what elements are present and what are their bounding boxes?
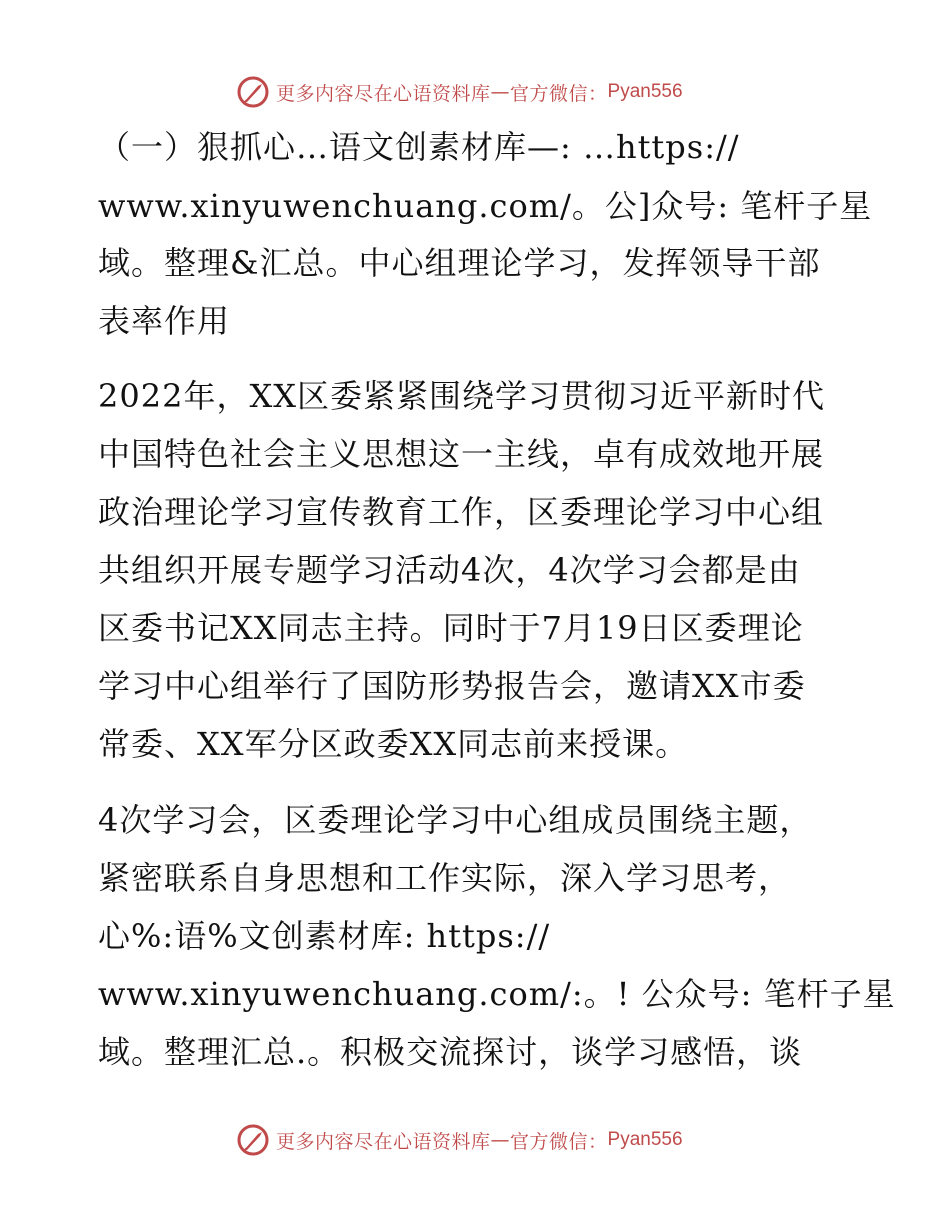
body-line-4: 表率作用 — [98, 302, 231, 340]
quill-pen-logo-icon — [236, 75, 270, 109]
body-line-1: （一）狠抓心…语文创素材库—: …https:// — [98, 128, 740, 166]
footer-banner-wechat-id: Pyan556 — [607, 1129, 683, 1150]
body-line-10: 学习中心组举行了国防形势报告会，邀请XX市委 — [98, 667, 806, 705]
body-line-6: 中国特色社会主义思想这一主线，卓有成效地开展 — [98, 435, 825, 473]
body-line-3: 域。整理&汇总。中心组理论学习，发挥领导干部 — [98, 244, 821, 282]
header-banner-label: 官方微信： — [510, 82, 608, 105]
footer-banner — [0, 1120, 950, 1160]
footer-banner-content — [236, 1120, 683, 1160]
body-line-7: 政治理论学习宣传教育工作，区委理论学习中心组 — [98, 493, 825, 531]
footer-banner-text: 更多内容尽在心语资料库 — [276, 1130, 491, 1153]
body-line-13: 紧密联系自身思想和工作实际，深入学习思考， — [98, 859, 792, 897]
body-line-16: 域。整理汇总.。积极交流探讨，谈学习感悟，谈 — [98, 1033, 803, 1071]
body-line-9: 区委书记XX同志主持。同时于7月19日区委理论 — [98, 609, 804, 647]
body-line-11: 常委、XX军分区政委XX同志前来授课。 — [98, 725, 689, 763]
header-banner-wechat-id: Pyan556 — [607, 81, 683, 102]
body-line-14: 心%:语%文创素材库: https:// — [98, 917, 551, 955]
header-banner — [0, 72, 950, 112]
footer-banner-label: 官方微信： — [510, 1130, 608, 1153]
body-line-2: www.xinyuwenchuang.com/。公]众号: 笔杆子星 — [98, 187, 873, 225]
body-line-12: 4次学习会，区委理论学习中心组成员围绕主题， — [98, 801, 813, 839]
body-line-8: 共组织开展专题学习活动4次，4次学习会都是由 — [98, 551, 801, 589]
header-banner-separator: — — [490, 81, 511, 103]
body-line-5: 2022年，XX区委紧紧围绕学习贯彻习近平新时代 — [98, 377, 826, 415]
header-banner-content — [236, 72, 683, 112]
quill-pen-logo-icon — [236, 1123, 270, 1157]
footer-banner-separator: — — [490, 1129, 511, 1151]
header-banner-text: 更多内容尽在心语资料库 — [276, 82, 491, 105]
body-line-15: www.xinyuwenchuang.com/:。! 公众号: 笔杆子星 — [98, 975, 896, 1013]
